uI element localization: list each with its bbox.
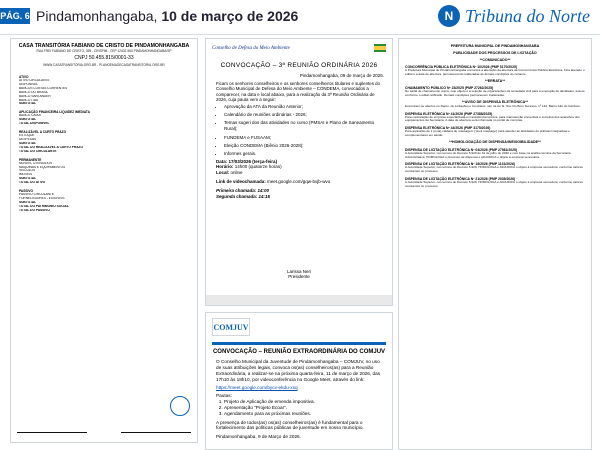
comjuv-convocation-doc <box>205 312 393 450</box>
agenda-item: • Aprovação da ATA da Reunião Anterior; <box>224 104 380 110</box>
notice-heading: CHAMAMENTO PÚBLICO Nº 23/2025 (PMP 27262/2025) <box>405 86 494 91</box>
signature-line <box>17 432 87 434</box>
balance-row-label: TOTAL DO ATIVO <box>19 181 46 185</box>
signature-line <box>121 432 191 434</box>
balance-row <box>19 209 189 213</box>
comjuv-pauta-label: Pautas: <box>216 392 232 398</box>
balance-row-label: ATIVO CIRCULANTE <box>19 79 50 82</box>
notice-text: Para contratação de empresa especializada em assistência técnica, para manutenção preventiva e corretiva dos aparelhos dos equipamentos da Secretaria. A data de abertura será informada no portal de compras. <box>405 114 580 123</box>
horario-value: 14h00 (quatorze horas) <box>234 164 282 170</box>
balance-row-label: DISPONÍVEL <box>19 82 39 86</box>
header-location: Pindamonhangaba, <box>36 8 158 24</box>
balance-row-label: TOTAL DO CIRCULANTE <box>19 149 57 153</box>
condema-agenda <box>206 102 392 157</box>
agenda-item: • Temas sugeri dos das atividades no curso (PMSAI e Plano de Saneamento Rural); <box>224 120 380 132</box>
balance-row-label: SUBTOTAL <box>19 200 37 204</box>
balance-section-title: APLICAÇÃO FINANCEIRA LIQUIDEZ IMEDIATA <box>19 110 90 115</box>
condema-footer-band <box>206 295 392 305</box>
right-column <box>398 38 592 450</box>
balance-row-label: DESPESAS <box>19 137 37 141</box>
notice-text: A Autoridade Superior, nos termos do Decreto 5.929, HOMOLOGA e ADJUDICA o objeto à empresa vencedora, conforme valores constantes no processo. <box>405 165 583 174</box>
comunicado-title: **COMUNICADO** <box>479 57 511 62</box>
notice-heading: DISPENSA ELETRÔNICA Nº 44/2026 (PMP 3175/2026) <box>405 126 491 131</box>
balance-section-title: PASSIVO <box>19 189 33 194</box>
financial-statement-doc <box>10 38 198 443</box>
comjuv-stripe <box>212 342 386 345</box>
company-address: RUA FREI FABIANO DE CRISTO, 395 - CRISPIM - CEP 12402-560 PINDAMONHANGABA/SP <box>36 49 172 53</box>
notice-heading: DISPENSA DE LICITAÇÃO ELETRÔNICA Nº 21/2026 (PMP 2035/2026) <box>405 177 516 182</box>
newspaper-brand <box>438 5 590 27</box>
flag-icon <box>374 44 386 52</box>
page-header <box>0 0 600 35</box>
signer-role: Presidente <box>288 274 310 279</box>
local-value: online <box>230 170 243 176</box>
condema-body: Ficam os senhores conselheiros e os senhores conselheiros titulares e suplentes do Conselho Municipal de Defesa do Meio Ambiente – CONDEMA, convocados a comparecer, na data e local abaixo, para a realização da 3ª Reunião Ordinária de 2026, cuja pauta vem a seguir: <box>216 81 381 102</box>
horario-label: Horário: <box>216 164 234 170</box>
balance-row-label: BANCO CAIXA <box>19 114 41 118</box>
balance-section-title: PERMANENTE <box>19 157 42 162</box>
balance-row-label: VEÍCULOS <box>19 169 36 173</box>
company-cnpj: CNPJ 50.455.815/0001-33 <box>74 55 134 61</box>
notice-heading: **HOMOLOGAÇÃO DE DISPENSA/INEXIGIBILIDADE** <box>449 140 541 145</box>
comjuv-pauta-list <box>206 399 392 417</box>
tribuna-brand-name: Tribuna do Norte <box>464 5 590 26</box>
tribuna-logo-icon: N <box>438 5 460 27</box>
balance-row <box>19 181 189 185</box>
agenda-item: • FUNDEMA e FUSAAM; <box>224 135 380 141</box>
notice-text: A Prefeitura Municipal de Pindamonhangaba comunica a alteração da abertura da Concorrência Pública Eletrônica. Fica alterado o edital e a data de abertura, permanecendo inalteradas as demais condições do certame. <box>405 68 585 77</box>
pauta-item: 1. Projeto de Aplicação de emenda impositiva. <box>224 399 382 405</box>
header-date-line <box>36 8 298 24</box>
balance-row-label: BANCOS CONTAS CORRENTES <box>19 86 68 90</box>
notice-text: A Autoridade Superior, nos termos do Decreto 5.929, HOMOLOGA e ADJUDICA o objeto à empresa vencedora, conforme valores constantes no processo. <box>405 180 583 189</box>
second-call-label: Segunda chamada: <box>216 193 258 199</box>
condema-title: CONVOCAÇÃO – 3ª REUNIÃO ORDINÁRIA 2026 <box>220 62 378 69</box>
comjuv-logo: COMJUV <box>212 318 250 336</box>
balance-section-title: REALIZÁVEL A CURTO PRAZO <box>19 130 67 135</box>
condema-signature <box>206 269 392 279</box>
meeting-info <box>206 159 392 200</box>
balance-row-label: TOTAL DO REALIZÁVEL A CURTO PRAZO <box>19 145 83 149</box>
signer-name: Larissa Neri <box>286 269 311 274</box>
comjuv-place-date: Pindamonhangaba, 9 de Março de 2026. <box>216 434 301 440</box>
procurement-notices-doc <box>398 38 592 450</box>
prefeitura-title: PREFEITURA MUNICIPAL DE PINDAMONHANGABA <box>450 44 540 48</box>
notice-text: No edital de chamamento supra, cujo objeto é a seleção de organizações da sociedade civil para a execução de atividades, leia-se conforme o edital retificado. Demais condições permanecem inalteradas. <box>405 89 585 98</box>
notice-heading: DISPENSA DE LICITAÇÃO ELETRÔNICA Nº 04/2026 (PMP 27981/2025) <box>405 147 518 152</box>
local-label: Local: <box>216 170 230 176</box>
notice-heading: DISPENSA DE LICITAÇÃO ELETRÔNICA Nº 18/2026 (PMP 1131/2026) <box>405 162 515 167</box>
header-date: 10 de março de 2026 <box>161 8 299 24</box>
link-value[interactable]: meet.google.com/gqw-bvjb-wvo <box>267 178 331 184</box>
left-column <box>10 38 198 450</box>
balance-row-label: BANCO ITAÚ <box>19 98 39 102</box>
publication-title: PUBLICIDADE DOS PROCESSOS DE LICITAÇÃO <box>453 51 537 56</box>
balance-row <box>19 150 189 154</box>
notice-heading: DISPENSA ELETRÔNICA Nº 41/2026 (PMP 27388/2025) <box>405 111 493 116</box>
middle-column <box>205 38 393 450</box>
balance-row-label: MÁQUINAS E EQUIPAMENTOS <box>19 165 66 169</box>
balance-row-label: SUBTOTAL <box>19 177 37 181</box>
notice-text: A Autoridade Superior, nos termos do Decreto 5.929 de 31 de julho de 2020 e com base na análise técnica da Secretaria Administrativa, HOMOLOGA o processo de dispensa e ADJUDICA o objeto à empresa vencedora. <box>405 150 571 159</box>
notice-text: Encontram-se abertos no Depto. de Licitações e Contratos, sito na Av. N. Sra. Do Bom Sucesso, nº 144, Bairro Alto do Cardoso. <box>405 103 581 108</box>
balance-row-label: TOTAL DO PATRIMÔNIO SOCIAL <box>19 204 69 208</box>
balance-row-label: PASSIVO CIRCULANTE <box>19 193 55 197</box>
second-call-value: 14:15 <box>258 193 271 199</box>
comjuv-meet-link[interactable]: https://meet.google.com/bycv-ekdu-xsq <box>216 384 298 390</box>
agenda-item: • Informes gerais. <box>224 151 380 157</box>
pauta-item: 3. Agendamento para as próximas reuniões. <box>224 411 382 417</box>
notice-text: Para aquisição de 1 (uma) caldeira de massagem ('puck massage') para atender as atividades de práticas integrativas e complementares em saúde. <box>405 129 570 138</box>
balance-row-label: SUBTOTAL <box>19 118 37 122</box>
comjuv-body: O Conselho Municipal da Juventude de Pindamonhangaba – COMJUV, no uso de suas atribuições legais, convoca os(as) conselheiros(as) para a Reunião Extraordinária, a realizar-se na próxima quarta-feira, 11 de março de 2026, das 17h10 às 18h10, por videoconferência no Google Meet, através do link: <box>216 359 381 382</box>
comjuv-title: CONVOCAÇÃO – REUNIÃO EXTRAORDINÁRIA DO COMJUV <box>212 349 386 355</box>
data-value: 17/03/2026 (terça-feira) <box>228 158 278 164</box>
comjuv-header <box>206 313 392 340</box>
first-call-label: Primeira chamada: <box>216 188 257 194</box>
balance-row-label: IMÓVEIS <box>19 173 33 177</box>
balance-section-title: ATIVO <box>19 75 29 79</box>
condema-convocation-doc <box>205 38 393 306</box>
balance-row-label: SUBTOTAL <box>19 141 37 145</box>
company-seal-icon <box>170 396 190 416</box>
condema-org-name: Conselho de Defesa do Meio Ambiente <box>212 45 290 51</box>
page-badge: PÁG. 6 <box>0 8 30 24</box>
balance-row-label: BANCO DO BRASIL <box>19 90 49 94</box>
first-call-value: 14:00 <box>257 188 270 194</box>
balance-row <box>19 102 189 106</box>
balance-row-label: MÓVEIS, UTENSÍLIOS <box>19 161 53 165</box>
data-label: Data: <box>216 158 228 164</box>
balance-row-label: TOTAL DO PASSIVO <box>19 208 50 212</box>
pauta-item: 2. Apresentação “Projeto Ecoar”. <box>224 405 382 411</box>
balance-sheet <box>11 67 197 213</box>
balance-row-label: SUBTOTAL <box>19 102 37 106</box>
company-name: CASA TRANSITÓRIA FABIANO DE CRISTO DE PINDAMONHANGABA <box>18 43 190 49</box>
notice-heading: **ERRATA** <box>484 79 506 84</box>
balance-row-label: TOTAL DISPONÍVEL <box>19 122 50 126</box>
notice-heading: CONCORRÊNCIA PÚBLICA ELETRÔNICA Nº 10/2026 (PMP 5170/2025) <box>405 65 517 70</box>
link-label: Link de videochamada: <box>216 178 266 184</box>
condema-header <box>206 39 392 57</box>
balance-row-label: ESTOQUE <box>19 134 35 138</box>
comjuv-closing: A presença de todos(as) os(as) conselheiros(as) é fundamental para o fortalecimento das políticas públicas de juventude em nosso município. <box>216 419 364 431</box>
company-website: WWW.CASATRANSITORIA.ORG.BR - PLANOEMAGECASATRANSITORIA.ORG.BR <box>43 63 165 67</box>
agenda-item: • Calendário de reuniões ordinárias - 2026; <box>224 112 380 118</box>
balance-row-label: BANCO SANTANDER <box>19 94 51 98</box>
notice-heading: **AVISO DE DISPENSA ELETRÔNICA** <box>461 100 529 105</box>
balance-row-label: FORNECEDORES - EXIGÍVEIS <box>19 196 65 200</box>
signature-block <box>17 432 191 434</box>
agenda-item: • Eleição CONDEMA (Biênio 2026-2028); <box>224 143 380 149</box>
condema-date: Pindamonhangaba, 09 de março de 2026. <box>299 73 384 78</box>
balance-row <box>19 122 189 126</box>
